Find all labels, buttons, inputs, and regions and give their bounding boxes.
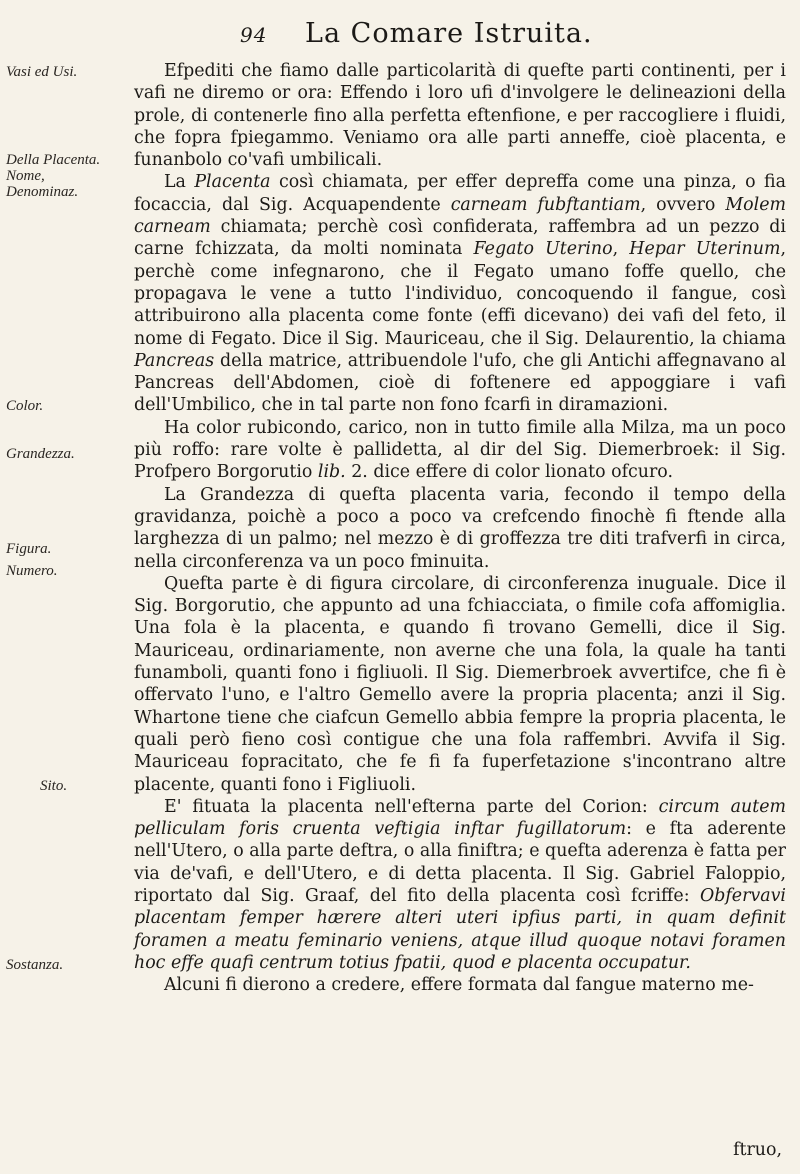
margin-note-sito: Sito.: [40, 778, 68, 794]
paragraph-grandezza: La Grandezza di quefta placenta varia, fecondo il tempo della gravidanza, poichè a poco a poco va crefcendo finochè fi ftende alla larghezza di un palmo; nel mezzo è di groffezza tre diti trafverfi in circa, nella circonferenza va un poco fminuita.: [134, 484, 786, 572]
margin-note-figura: Figura.: [6, 541, 52, 557]
margin-note-sostanza: Sostanza.: [6, 957, 64, 973]
margin-note-vasi: Vasi ed Usi.: [6, 64, 78, 80]
margin-note-placenta: Della Placenta. Nome, Denominaz.: [6, 152, 101, 200]
page-number: 94: [240, 23, 268, 47]
margin-note-numero: Numero.: [6, 563, 58, 579]
margin-note-color: Color.: [6, 398, 44, 414]
paragraph-color: Ha color rubicondo, carico, non in tutto fimile alla Milza, ma un poco più roffo: rare volte è pallidetta, al dir del Sig. Diemerbroek: il Sig. Profpero Borgorutio lib. 2. dice effere di color lionato ofcuro.: [134, 417, 786, 483]
paragraph-vasi: Efpediti che fiamo dalle particolarità di quefte parti continenti, per i vafi ne diremo or ora: Effendo i loro ufi d'involgere le delineazioni della prole, di contenerle fino alla perfetta eftenfione, e per raccogliere i fluidi, che fopra fpiegammo. Veniamo ora alle parti anneffe, cioè placenta, e funanbolo co'vafi umbilicali.: [134, 61, 786, 171]
paragraph-sito: E' fituata la placenta nell'efterna parte del Corion: circum autem pelliculam foris cruenta veftigia inftar fugillatorum: e fta aderente nell'Utero, o alla parte deftra, o alla finiftra; e quefta aderenza è fatta per via de'vafi, e dell'Utero, e di detta placenta. Il Sig. Gabriel Faloppio, riportato dal Sig. Graaf, del fito della placenta così fcriffe: Obfervavi placentam femper hærere alteri uteri ipfius parti, in quam definit foramen a meatu feminario veniens, atque illud quoque notavi foramen hoc effe quafi centrum totius fpatii, quod e placenta occupatur.: [134, 796, 787, 973]
running-title: La Comare Istruita.: [305, 18, 593, 49]
running-header: [240, 18, 780, 52]
paragraph-figura: Quefta parte è di figura circolare, di circonferenza inuguale. Dice il Sig. Borgorutio, che appunto ad una fchiacciata, o fimile cofa affomiglia. Una fola è la placenta, e quando fi trovano Gemelli, dice il Sig. Mauriceau, ordinariamente, non averne che una fola, la quale ha tanti funamboli, quanti fono i figliuoli. Il Sig. Diemerbroek avvertifce, che fi è offervato l'uno, e l'altro Gemello avere la propria placenta; anzi il Sig. Whartone tiene che ciafcun Gemello abbia fempre la propria placenta, le quali però fieno così contigue che una fola raffembri. Avvifa il Sig. Mauriceau fopracitato, che fe fi fa fuperfetazione s'incontrano altre placente, quanti fono i Figliuoli.: [134, 573, 786, 795]
main-text: [134, 60, 786, 996]
paragraph-sostanza: Alcuni fi dierono a credere, effere formata dal fangue materno me-: [164, 975, 754, 996]
margin-note-grandezza: Grandezza.: [6, 446, 75, 462]
catchword: ftruo,: [733, 1140, 782, 1160]
paragraph-placenta: La Placenta così chiamata, per effer depreffa come una pinza, o fia focaccia, dal Sig. Acquapendente carneam fubftantiam, ovvero Molem carneam chiamata; perchè così confiderata, raffembra ad un pezzo di carne fchizzata, da molti nominata Fegato Uterino, Hepar Uterinum, perchè come infegnarono, che il Fegato umano foffe quello, che propagava le vene a tutto l'individuo, concoquendo il fangue, così attribuirono alla placenta come fonte (effi dicevano) dei vafi del feto, il nome di Fegato. Dice il Sig. Mauriceau, che il Sig. Delaurentio, la chiama Pancreas della matrice, attribuendole l'ufo, che gli Antichi affegnavano al Pancreas dell'Abdomen, cioè di foftenere ed appoggiare i vafi dell'Umbilico, che in tal parte non fono fcarfi in diramazioni.: [134, 172, 786, 416]
